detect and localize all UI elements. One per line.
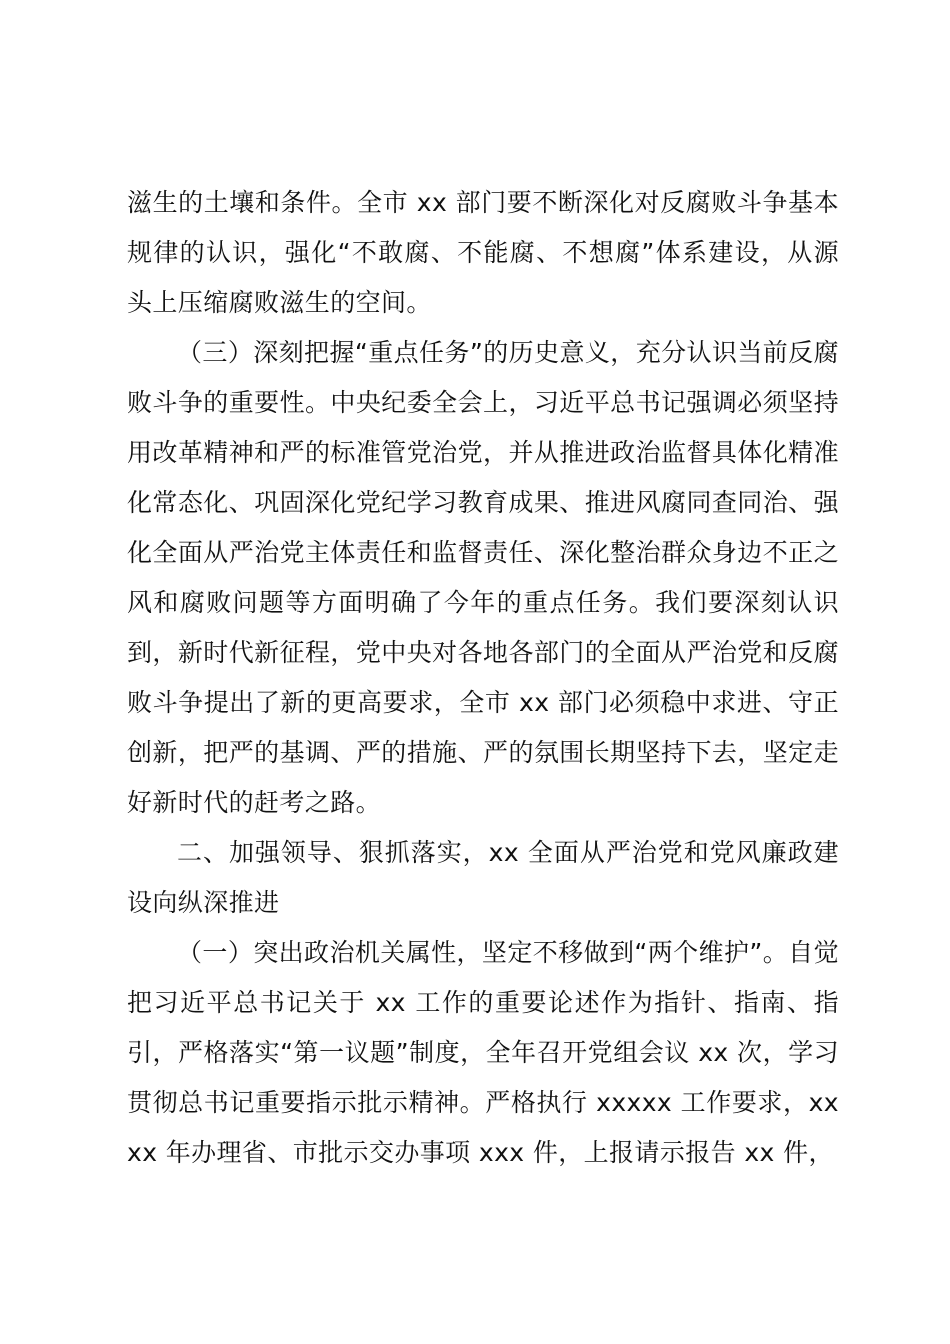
paragraph-subsection-one: （一）突出政治机关属性，坚定不移做到“两个维护”。自觉把习近平总书记关于 xx 工作的重要论述作为指针、指南、指引，严格落实“第一议题”制度，全年召开党组会议 xx 次，学习贯彻总书记重要指示批示精神。严格执行 xxxxx 工作要求，xxxx 年办理省、市批示交办事项 xxx 件，上报请示报告 xx 件，: [127, 938, 839, 1167]
paragraph-continuation: 滋生的土壤和条件。全市 xx 部门要不断深化对反腐败斗争基本规律的认识，强化“不敢腐、不能腐、不想腐”体系建设，从源头上压缩腐败滋生的空间。: [127, 188, 839, 317]
paragraph-section-three: （三）深刻把握“重点任务”的历史意义，充分认识当前反腐败斗争的重要性。中央纪委全会上，习近平总书记强调必须坚持用改革精神和严的标准管党治党，并从推进政治监督具体化精准化常态化、巩固深化党纪学习教育成果、推进风腐同查同治、强化全面从严治党主体责任和监督责任、深化整治群众身边不正之风和腐败问题等方面明确了今年的重点任务。我们要深刻认识到，新时代新征程，党中央对各地各部门的全面从严治党和反腐败斗争提出了新的更高要求，全市 xx 部门必须稳中求进、守正创新，把严的基调、严的措施、严的氛围长期坚持下去，坚定走好新时代的赶考之路。: [127, 338, 839, 817]
section-heading-two: 二、加强领导、狠抓落实，xx 全面从严治党和党风廉政建设向纵深推进: [127, 838, 839, 917]
document-body: [127, 178, 839, 1178]
